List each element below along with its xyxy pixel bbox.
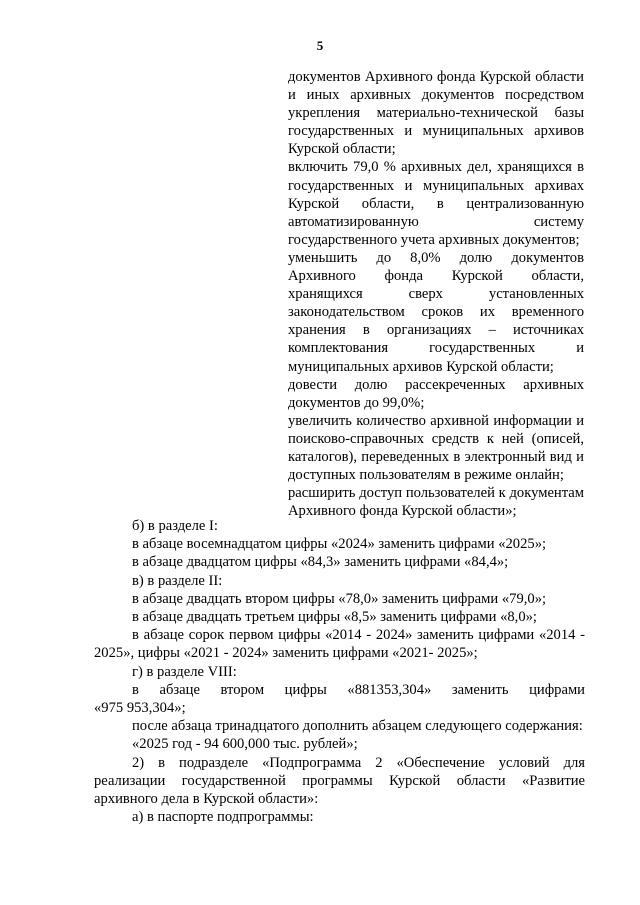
word: абзаце bbox=[159, 681, 200, 698]
right-column-text bbox=[288, 68, 584, 520]
body-paragraph: в абзаце двадцать втором цифры «78,0» заменить цифрами «79,0»; bbox=[132, 590, 547, 607]
body-paragraph: 2) в подразделе «Подпрограмма 2 «Обеспечение условий для реализации государственной программы Курской области «Развитие архивного дела в Курской области»: bbox=[94, 754, 585, 808]
body-paragraph-continuation: «975 953,304»; bbox=[94, 700, 186, 717]
word: втором bbox=[220, 681, 265, 698]
body-paragraph: в абзаце двадцать третьем цифры «8,5» заменить цифрами «8,0»; bbox=[132, 609, 537, 626]
right-column-paragraph: довести долю рассекреченных архивных документов до 99,0%; bbox=[288, 376, 584, 411]
word: в bbox=[132, 681, 139, 698]
body-paragraph: в абзаце двадцатом цифры «84,3» заменить цифрами «84,4»; bbox=[132, 554, 509, 571]
section-heading: б) в разделе I: bbox=[132, 518, 218, 534]
page-number: 5 bbox=[316, 38, 324, 53]
section-heading: г) в разделе VIII: bbox=[132, 663, 237, 680]
body-paragraph: в абзаце восемнадцатом цифры «2024» заменить цифрами «2025»; bbox=[132, 536, 547, 553]
section-heading: в) в разделе II: bbox=[132, 572, 223, 589]
word: заменить bbox=[451, 681, 509, 698]
right-column-paragraph: увеличить количество архивной информации и поисково-справочных средств к ней (описей, каталогов), переведенных в электронный вид и доступных пользователям в режиме онлайн; bbox=[288, 412, 584, 484]
body-paragraph: после абзаца тринадцатого дополнить абзацем следующего содержания: bbox=[132, 718, 583, 735]
word: цифры bbox=[284, 681, 327, 698]
right-column-paragraph: включить 79,0 % архивных дел, хранящихся в государственных и муниципальных архивах Курской области, в централизованную автоматизированную систему государственного учета архивных документов; bbox=[288, 159, 584, 248]
body-paragraph: в абзаце сорок первом цифры «2014 - 2024» заменить цифрами «2014 - 2025», цифры «2021 - 2024» заменить цифрами «2021- 2025»; bbox=[94, 627, 585, 662]
body-paragraph: а) в паспорте подпрограммы: bbox=[132, 809, 314, 826]
main-body-text bbox=[94, 517, 585, 826]
word: «881353,304» bbox=[347, 681, 432, 698]
right-column-paragraph: документов Архивного фонда Курской области и иных архивных документов посредством укрепления материально-технической базы государственных и муниципальных архивов Курской области; bbox=[288, 69, 584, 158]
body-paragraph-spread-line bbox=[94, 681, 585, 699]
right-column-paragraph: расширить доступ пользователей к документам Архивного фонда Курской области»; bbox=[288, 485, 584, 520]
body-paragraph: «2025 год - 94 600,000 тыс. рублей»; bbox=[132, 736, 358, 753]
right-column-paragraph: уменьшить до 8,0% долю документов Архивного фонда Курской области, хранящихся сверх установленных законодательством сроков их временного хранения в организациях – источниках комплектования государственных и муниципальных архивов Курской области; bbox=[288, 249, 584, 375]
word: цифрами bbox=[529, 681, 585, 698]
